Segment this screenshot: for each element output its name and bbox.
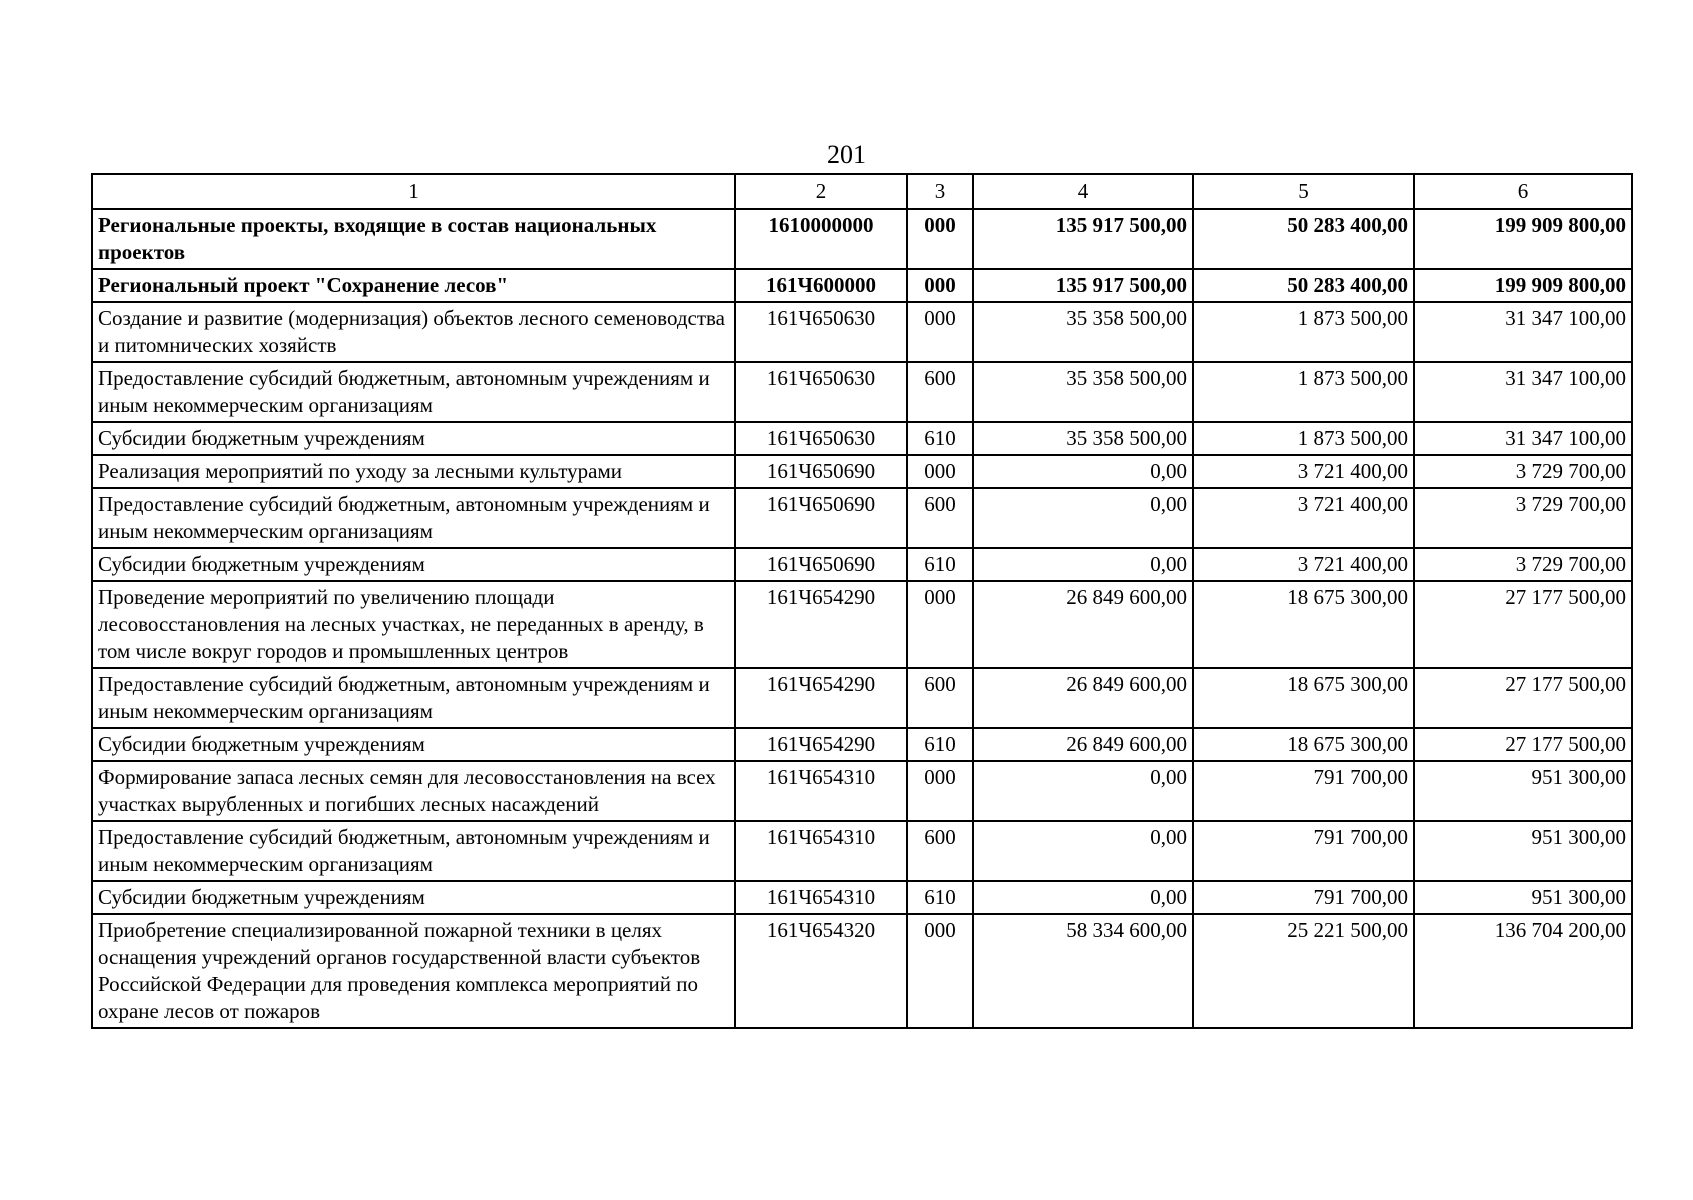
row-name-cell: Субсидии бюджетным учреждениям [92, 881, 735, 914]
row-amount-col5: 791 700,00 [1193, 821, 1414, 881]
row-kvr-cell: 000 [907, 269, 973, 302]
row-amount-col5: 3 721 400,00 [1193, 455, 1414, 488]
row-amount-col6: 199 909 800,00 [1414, 209, 1632, 269]
row-kvr-cell: 610 [907, 548, 973, 581]
row-code-cell: 161Ч650690 [735, 548, 907, 581]
row-amount-col6: 27 177 500,00 [1414, 581, 1632, 668]
row-name-cell: Предоставление субсидий бюджетным, автономным учреждениям и иным некоммерческим организациям [92, 821, 735, 881]
row-amount-col6: 3 729 700,00 [1414, 455, 1632, 488]
row-amount-col4: 58 334 600,00 [973, 914, 1193, 1028]
row-amount-col6: 3 729 700,00 [1414, 488, 1632, 548]
row-amount-col5: 791 700,00 [1193, 761, 1414, 821]
header-col-2: 2 [735, 174, 907, 209]
row-name-cell: Проведение мероприятий по увеличению площади лесовосстановления на лесных участках, не переданных в аренду, в том числе вокруг городов и промышленных центров [92, 581, 735, 668]
row-name-cell: Приобретение специализированной пожарной техники в целях оснащения учреждений органов государственной власти субъектов Российской Федерации для проведения комплекса мероприятий по охране лесов от пожаров [92, 914, 735, 1028]
row-amount-col6: 951 300,00 [1414, 761, 1632, 821]
row-code-cell: 161Ч650690 [735, 455, 907, 488]
row-amount-col5: 50 283 400,00 [1193, 209, 1414, 269]
row-amount-col5: 18 675 300,00 [1193, 728, 1414, 761]
header-col-5: 5 [1193, 174, 1414, 209]
row-amount-col4: 26 849 600,00 [973, 581, 1193, 668]
row-name-cell: Субсидии бюджетным учреждениям [92, 422, 735, 455]
row-amount-col5: 1 873 500,00 [1193, 362, 1414, 422]
row-amount-col4: 0,00 [973, 488, 1193, 548]
row-name-cell: Предоставление субсидий бюджетным, автономным учреждениям и иным некоммерческим организациям [92, 668, 735, 728]
row-name-cell: Региональный проект "Сохранение лесов" [92, 269, 735, 302]
row-code-cell: 161Ч600000 [735, 269, 907, 302]
row-kvr-cell: 610 [907, 881, 973, 914]
table-row [92, 821, 1632, 881]
row-kvr-cell: 000 [907, 761, 973, 821]
row-amount-col6: 136 704 200,00 [1414, 914, 1632, 1028]
table-row [92, 548, 1632, 581]
row-amount-col6: 27 177 500,00 [1414, 728, 1632, 761]
row-amount-col6: 951 300,00 [1414, 821, 1632, 881]
row-amount-col4: 0,00 [973, 548, 1193, 581]
row-amount-col5: 50 283 400,00 [1193, 269, 1414, 302]
row-kvr-cell: 000 [907, 209, 973, 269]
row-amount-col6: 3 729 700,00 [1414, 548, 1632, 581]
table-body [92, 209, 1632, 1028]
row-name-cell: Предоставление субсидий бюджетным, автономным учреждениям и иным некоммерческим организациям [92, 362, 735, 422]
row-code-cell: 161Ч654310 [735, 761, 907, 821]
row-code-cell: 161Ч650630 [735, 362, 907, 422]
row-kvr-cell: 600 [907, 362, 973, 422]
row-amount-col5: 791 700,00 [1193, 881, 1414, 914]
row-amount-col4: 135 917 500,00 [973, 269, 1193, 302]
row-kvr-cell: 000 [907, 581, 973, 668]
table-row [92, 422, 1632, 455]
row-amount-col6: 951 300,00 [1414, 881, 1632, 914]
row-kvr-cell: 600 [907, 488, 973, 548]
row-kvr-cell: 000 [907, 914, 973, 1028]
header-col-6: 6 [1414, 174, 1632, 209]
page-number: 201 [827, 140, 866, 169]
row-code-cell: 161Ч654290 [735, 668, 907, 728]
row-code-cell: 161Ч654290 [735, 728, 907, 761]
row-amount-col5: 3 721 400,00 [1193, 548, 1414, 581]
row-amount-col6: 199 909 800,00 [1414, 269, 1632, 302]
table-row [92, 581, 1632, 668]
table-row [92, 488, 1632, 548]
row-kvr-cell: 610 [907, 728, 973, 761]
row-kvr-cell: 000 [907, 455, 973, 488]
row-amount-col5: 3 721 400,00 [1193, 488, 1414, 548]
row-kvr-cell: 610 [907, 422, 973, 455]
row-code-cell: 161Ч654290 [735, 581, 907, 668]
row-amount-col5: 1 873 500,00 [1193, 422, 1414, 455]
header-col-1: 1 [92, 174, 735, 209]
row-code-cell: 161Ч654310 [735, 881, 907, 914]
row-name-cell: Реализация мероприятий по уходу за лесными культурами [92, 455, 735, 488]
row-name-cell: Формирование запаса лесных семян для лесовосстановления на всех участках вырубленных и погибших лесных насаждений [92, 761, 735, 821]
row-code-cell: 1610000000 [735, 209, 907, 269]
row-code-cell: 161Ч650630 [735, 422, 907, 455]
header-row [92, 174, 1632, 209]
table-row [92, 728, 1632, 761]
row-amount-col4: 0,00 [973, 761, 1193, 821]
header-col-3: 3 [907, 174, 973, 209]
table-row [92, 362, 1632, 422]
row-amount-col6: 27 177 500,00 [1414, 668, 1632, 728]
header-col-4: 4 [973, 174, 1193, 209]
row-name-cell: Субсидии бюджетным учреждениям [92, 548, 735, 581]
table-row [92, 668, 1632, 728]
row-amount-col4: 26 849 600,00 [973, 728, 1193, 761]
row-amount-col6: 31 347 100,00 [1414, 422, 1632, 455]
row-code-cell: 161Ч654310 [735, 821, 907, 881]
table-row [92, 269, 1632, 302]
budget-table [91, 173, 1633, 1029]
row-amount-col5: 25 221 500,00 [1193, 914, 1414, 1028]
table-row [92, 761, 1632, 821]
row-amount-col6: 31 347 100,00 [1414, 302, 1632, 362]
table-row [92, 209, 1632, 269]
row-name-cell: Региональные проекты, входящие в состав национальных проектов [92, 209, 735, 269]
row-amount-col5: 18 675 300,00 [1193, 581, 1414, 668]
row-name-cell: Предоставление субсидий бюджетным, автономным учреждениям и иным некоммерческим организациям [92, 488, 735, 548]
row-amount-col4: 135 917 500,00 [973, 209, 1193, 269]
table-row [92, 881, 1632, 914]
row-amount-col4: 35 358 500,00 [973, 302, 1193, 362]
row-amount-col5: 1 873 500,00 [1193, 302, 1414, 362]
table-row [92, 455, 1632, 488]
row-name-cell: Создание и развитие (модернизация) объектов лесного семеноводства и питомнических хозяйств [92, 302, 735, 362]
row-amount-col5: 18 675 300,00 [1193, 668, 1414, 728]
row-code-cell: 161Ч654320 [735, 914, 907, 1028]
row-kvr-cell: 600 [907, 668, 973, 728]
row-code-cell: 161Ч650630 [735, 302, 907, 362]
row-kvr-cell: 600 [907, 821, 973, 881]
row-kvr-cell: 000 [907, 302, 973, 362]
row-amount-col6: 31 347 100,00 [1414, 362, 1632, 422]
row-name-cell: Субсидии бюджетным учреждениям [92, 728, 735, 761]
row-code-cell: 161Ч650690 [735, 488, 907, 548]
row-amount-col4: 26 849 600,00 [973, 668, 1193, 728]
row-amount-col4: 0,00 [973, 455, 1193, 488]
row-amount-col4: 35 358 500,00 [973, 422, 1193, 455]
table-row [92, 302, 1632, 362]
row-amount-col4: 35 358 500,00 [973, 362, 1193, 422]
row-amount-col4: 0,00 [973, 881, 1193, 914]
row-amount-col4: 0,00 [973, 821, 1193, 881]
table-row [92, 914, 1632, 1028]
